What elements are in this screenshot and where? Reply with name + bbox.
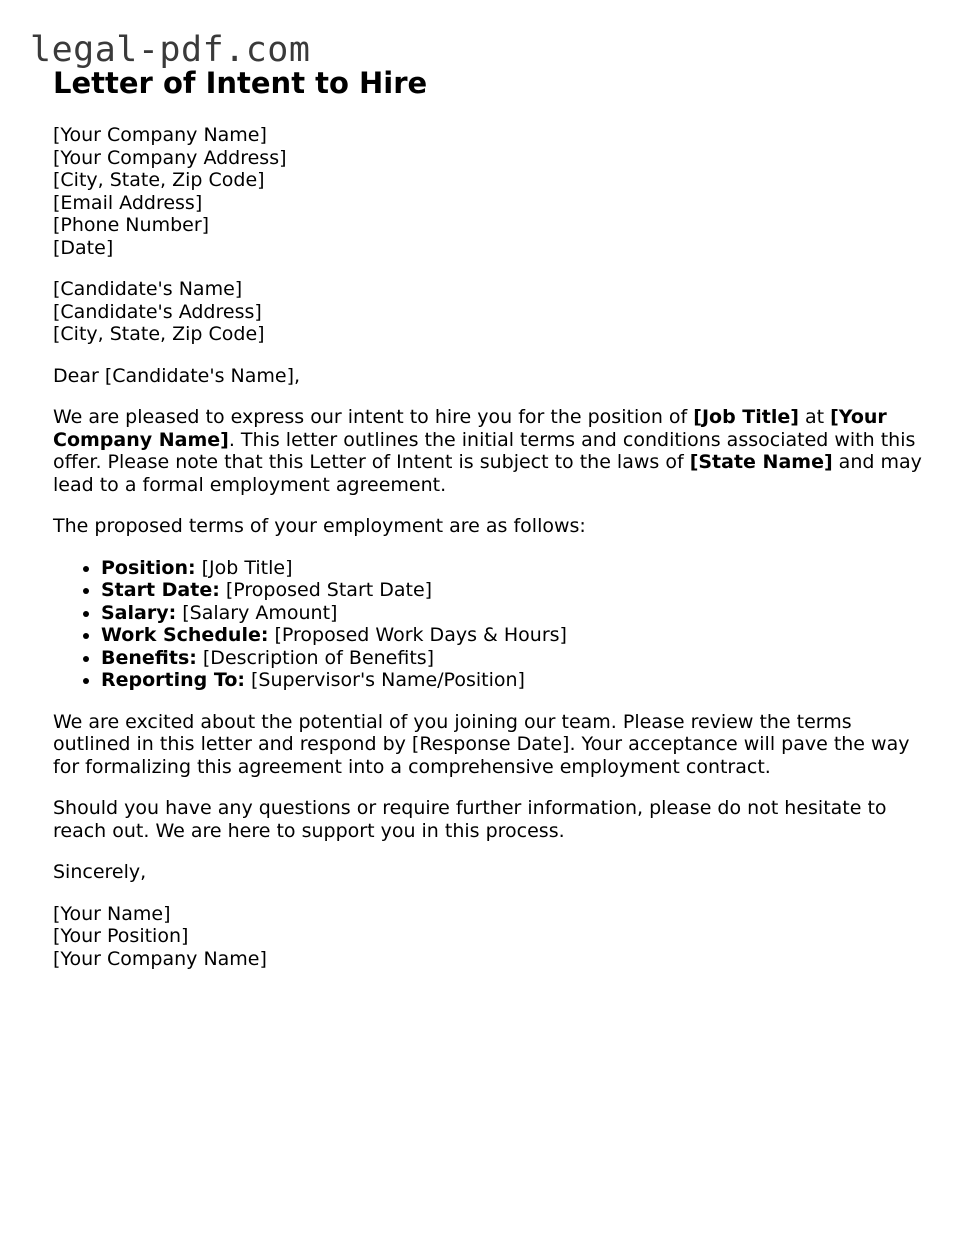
term-item-work-schedule [101,624,923,647]
letter-date: [Date] [53,236,114,259]
letter-document [53,66,923,970]
excitement-paragraph: We are excited about the potential of you joining our team. Please review the terms outlined in this letter and respond by [Response Date]. Your acceptance will pave the way for formalizing this agreement into a comprehensive employment contract. [53,710,910,778]
term-value: [Proposed Work Days & Hours] [268,624,567,646]
recipient-address-block [53,278,923,346]
term-label: Start Date: [101,579,220,601]
term-label: Benefits: [101,646,197,669]
signature-block [53,903,923,971]
document-title: Letter of Intent to Hire [53,66,428,100]
intro-company-name: [Your Company Name] [53,406,887,451]
closing: Sincerely, [53,861,147,883]
intro-job-title: [Job Title] [693,406,799,428]
sender-email: [Email Address] [53,191,203,214]
signer-name: [Your Name] [53,902,171,925]
intro-text-1: We are pleased to express our intent to hire you for the position of [53,406,694,428]
term-label: Reporting To: [101,669,245,691]
questions-paragraph: Should you have any questions or require further information, please do not hesitate to reach out. We are here to support you in this process. [53,797,887,842]
sender-company-name: [Your Company Name] [53,124,267,146]
term-label: Position: [101,556,196,579]
site-watermark: legal-pdf.com [30,30,311,70]
sender-company-address: [Your Company Address] [53,146,287,169]
intro-text-3: . This letter outlines the initial terms and conditions associated with this offer. Please note that this Letter of Intent is subject to the laws of [53,428,916,473]
term-value: [Job Title] [195,556,293,579]
term-item-start-date [101,579,923,602]
intro-paragraph [53,406,923,496]
intro-text-4: and may lead to a formal employment agreement. [53,451,922,496]
recipient-city-state-zip: [City, State, Zip Code] [53,323,265,345]
term-label: Salary: [101,601,177,624]
term-value: [Supervisor's Name/Position] [244,669,525,691]
term-label: Work Schedule: [101,624,269,646]
term-value: [Description of Benefits] [196,646,435,669]
salutation: Dear [Candidate's Name], [53,364,301,387]
signer-company: [Your Company Name] [53,947,267,970]
term-item-benefits [101,647,923,670]
signer-position: [Your Position] [53,925,189,947]
term-item-position [101,557,923,580]
sender-address-block [53,124,923,259]
recipient-name: [Candidate's Name] [53,278,243,300]
recipient-address: [Candidate's Address] [53,300,262,323]
intro-state-name: [State Name] [689,451,833,473]
term-item-reporting-to [101,669,923,692]
term-item-salary [101,602,923,625]
terms-intro: The proposed terms of your employment are as follows: [53,515,586,537]
sender-phone: [Phone Number] [53,214,210,236]
term-value: [Salary Amount] [176,601,338,624]
term-value: [Proposed Start Date] [219,579,433,601]
intro-text-2: at [798,406,831,428]
sender-city-state-zip: [City, State, Zip Code] [53,169,265,191]
terms-list [53,557,923,692]
